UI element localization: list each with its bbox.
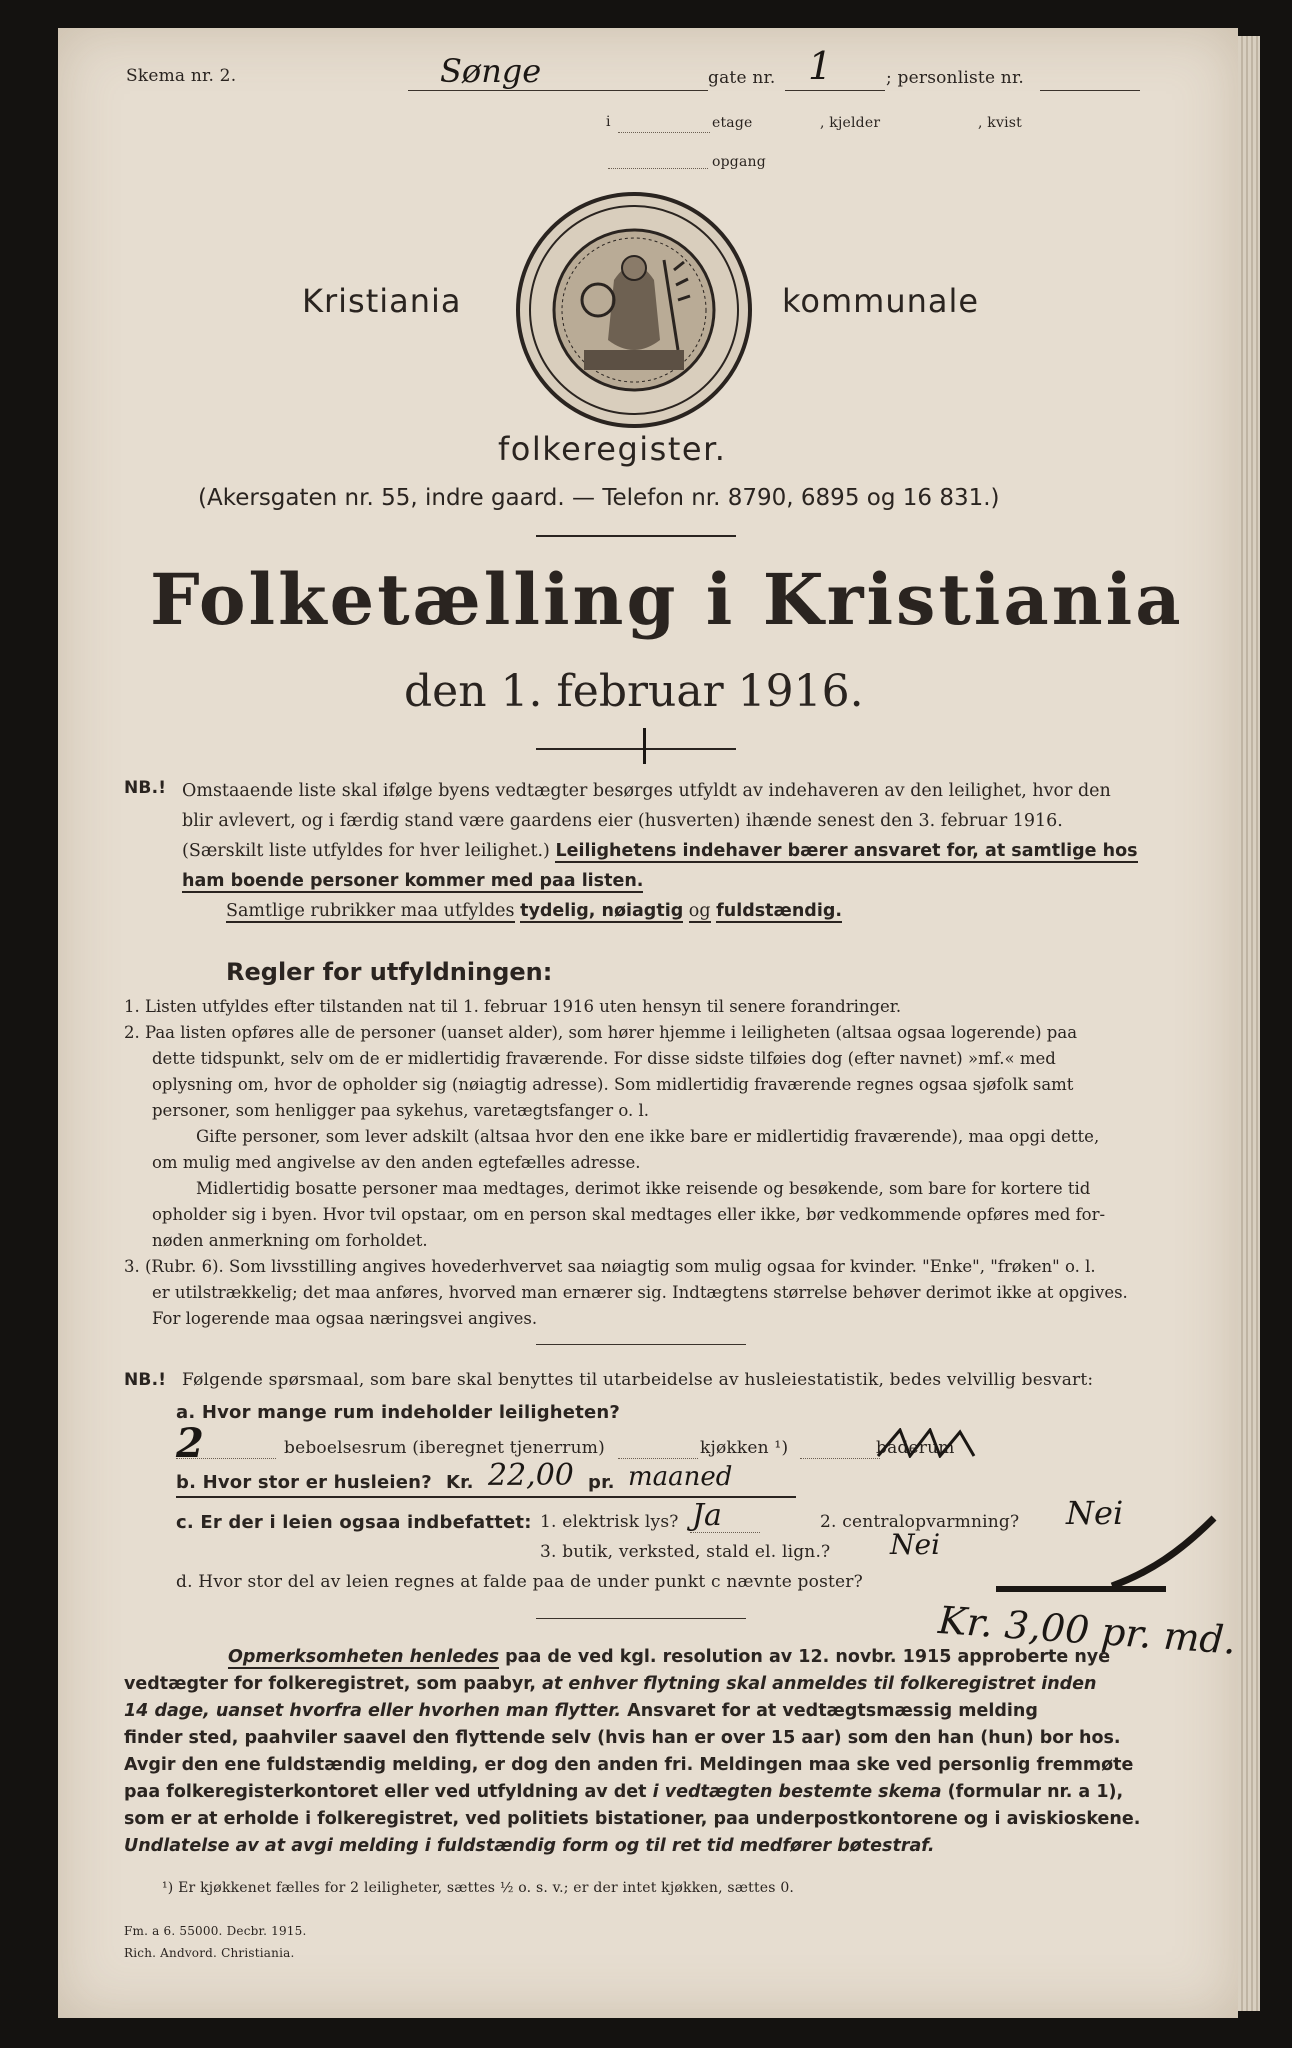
notice-line-2b: at enhver flytning skal anmeldes til folkeregistret inden — [542, 1674, 1097, 1694]
opgang-label: opgang — [712, 154, 766, 170]
nb1-line-1: Omstaaende liste skal ifølge byens vedtægter besørges utfyldt av indehaveren av den leilighet, hvor den — [182, 781, 1111, 801]
nb2-label: NB.! — [124, 1370, 167, 1390]
d-answer: Kr. 3,00 pr. md. — [936, 1598, 1238, 1663]
divider-2 — [536, 748, 736, 750]
notice-line-1-text: paa de ved kgl. resolution av 12. novbr. 1915 approberte nye — [505, 1647, 1111, 1667]
street-line — [408, 90, 708, 91]
notice-line-2 — [124, 1671, 1140, 1698]
imprint-line-1: Fm. a 6. 55000. Decbr. 1915. — [124, 1924, 307, 1938]
c1-answer: Ja — [692, 1498, 722, 1533]
notice-line-8: Undlatelse av at avgi melding i fuldstændig form og til ret tid medfører bøtestraf. — [124, 1836, 935, 1856]
c3-answer: Nei — [890, 1528, 941, 1561]
i-label: i — [606, 114, 611, 130]
nb1-line-5b: tydelig, nøiagtig — [520, 901, 684, 921]
street-name-handwritten: Sønge — [440, 52, 542, 90]
notice-text — [124, 1644, 1140, 1860]
rule-line-2: 2. Paa listen opføres alle de personer (uanset alder), som hører hjemme i leiligheten (altsaa ogsaa logerende) paa — [124, 1023, 1078, 1042]
rule-line-13: For logerende maa ogsaa næringsvei angives. — [152, 1309, 538, 1328]
nb1-line-5c: og — [688, 901, 711, 921]
schema-number: Skema nr. 2. — [126, 66, 237, 86]
rent-period: maaned — [628, 1462, 733, 1492]
main-title: Folketælling i Kristiania — [150, 558, 1184, 641]
c2-answer: Nei — [1066, 1494, 1124, 1532]
masthead-left: Kristiania — [302, 282, 462, 320]
nb1-line-4-text: ham boende personer kommer med paa listen. — [182, 871, 644, 891]
etage-label: etage — [712, 115, 753, 131]
bath-strike — [876, 1428, 976, 1458]
page-edge — [1238, 36, 1260, 2011]
answer-rooms: 2 — [176, 1420, 204, 1467]
rules-heading: Regler for utfyldningen: — [226, 958, 553, 986]
kitchen-line — [618, 1458, 698, 1459]
divider-1 — [536, 535, 736, 537]
kitchen-label: kjøkken ¹) — [700, 1438, 789, 1458]
c1-line — [690, 1532, 760, 1533]
rule-line-3: dette tidspunkt, selv om de er midlertidig fraværende. For disse sidste tilføies dog (efter navnet) »mf.« med — [152, 1049, 1056, 1068]
notice-line-6a: paa folkeregisterkontoret eller ved utfyldning av det — [124, 1782, 647, 1802]
nb1-line-4 — [182, 866, 1138, 896]
masthead-sub: folkeregister. — [498, 430, 727, 468]
rule-line-9: opholder sig i byen. Hvor tvil opstaar, om en person skal medtages eller ikke, bør vedkommende opføres med for- — [152, 1205, 1106, 1224]
rule-line-10: nøden anmerkning om forholdet. — [152, 1231, 428, 1250]
rule-line-6: Gifte personer, som lever adskilt (altsaa hvor den ene ikke bare er midlertidig fraværende), maa opgi dette, — [196, 1127, 1100, 1146]
imprint-line-2: Rich. Andvord. Christiania. — [124, 1946, 295, 1960]
notice-line-7: som er at erholde i folkeregistret, ved politiets bistationer, paa underpostkontorene og i aviskioskene. — [124, 1809, 1141, 1829]
nb1-line-3a: (Særskilt liste utfyldes for hver leilighet.) — [182, 841, 550, 861]
rules-list — [124, 994, 1128, 1332]
nb1-line-5d: fuldstændig. — [716, 901, 843, 921]
notice-line-6 — [124, 1779, 1140, 1806]
rule-line-7: om mulig med angivelse av den anden egtefælles adresse. — [152, 1153, 641, 1172]
strike-icon — [1110, 1512, 1220, 1592]
divider-3 — [536, 1344, 746, 1345]
office-address: (Akersgaten nr. 55, indre gaard. — Telefon nr. 8790, 6895 og 16 831.) — [198, 485, 1000, 511]
notice-lead: Opmerksomheten henledes — [228, 1647, 500, 1667]
rent-pr: pr. — [588, 1472, 615, 1493]
etage-line — [618, 132, 710, 133]
question-b: b. Hvor stor er husleien? — [176, 1472, 432, 1493]
city-seal — [514, 190, 754, 430]
notice-line-2a: vedtægter for folkeregistret, som paabyr, — [124, 1674, 536, 1694]
opgang-line — [608, 168, 708, 169]
nb1-line-2: blir avlevert, og i færdig stand være gaardens eier (husverten) ihænde senest den 3. februar 1916. — [182, 811, 1063, 831]
c2-label: 2. centralopvarmning? — [820, 1512, 1020, 1532]
kvist-label: , kvist — [978, 115, 1022, 131]
nb1-text — [182, 776, 1138, 926]
title-date: den 1. februar 1916. — [404, 666, 864, 717]
personliste-label: ; personliste nr. — [886, 68, 1025, 88]
footnote: ¹) Er kjøkkenet fælles for 2 leiligheter, sættes ½ o. s. v.; er der intet kjøkken, sættes 0. — [162, 1880, 795, 1896]
rule-line-4: oplysning om, hvor de opholder sig (nøiagtig adresse). Som midlertidig fraværende regnes ogsaa sjøfolk samt — [152, 1075, 1074, 1094]
nb1-line-5a: Samtlige rubrikker maa utfyldes — [226, 901, 515, 921]
notice-line-4: finder sted, paahviler saavel den flyttende selv (hvis han er over 15 aar) som den han (hun) bor hos. — [124, 1728, 1121, 1748]
question-d: d. Hvor stor del av leien regnes at falde paa de under punkt c nævnte poster? — [176, 1572, 863, 1592]
bath-line — [800, 1458, 880, 1459]
rule-line-5: personer, som henligger paa sykehus, varetægtsfanger o. l. — [152, 1101, 649, 1120]
masthead-right: kommunale — [782, 282, 980, 320]
notice-line-3 — [124, 1698, 1140, 1725]
notice-line-3a: 14 dage, uanset hvorfra eller hvorhen man flytter. — [124, 1701, 622, 1721]
notice-line-1 — [124, 1644, 1140, 1671]
notice-line-5: Avgir den ene fuldstændig melding, er dog den anden fri. Meldingen maa ske ved personlig fremmøte — [124, 1755, 1134, 1775]
d-strike — [996, 1586, 1166, 1592]
nb2-intro: Følgende spørsmaal, som bare skal benyttes til utarbeidelse av husleiestatistik, bedes velvillig besvart: — [182, 1370, 1094, 1390]
notice-line-3b: Ansvaret for at vedtægtsmæssig melding — [627, 1701, 1038, 1721]
c2-strike — [1110, 1512, 1220, 1592]
rent-kr: Kr. — [446, 1472, 474, 1493]
rooms-label: beboelsesrum (iberegnet tjenerrum) — [284, 1438, 605, 1458]
bath-label: baderum — [876, 1438, 955, 1458]
gate-nr-value: 1 — [808, 44, 833, 88]
divider-4 — [536, 1618, 746, 1619]
gate-nr-line — [785, 90, 885, 91]
personliste-line — [1040, 90, 1140, 91]
rule-line-12: er utilstrækkelig; det maa anføres, hvorved man ernærer sig. Indtægtens størrelse behøver derimot ikke at opgives. — [152, 1283, 1128, 1302]
nb1-line-3b: Leilighetens indehaver bærer ansvaret for, at samtlige hos — [555, 841, 1138, 861]
rent-amount: 22,00 — [488, 1458, 574, 1493]
notice-line-6c: (formular nr. a 1), — [947, 1782, 1124, 1802]
c1-label: 1. elektrisk lys? — [540, 1512, 679, 1532]
rooms-line — [176, 1458, 276, 1459]
nb1-label: NB.! — [124, 778, 167, 798]
question-c: c. Er der i leien ogsaa indbefattet: — [176, 1512, 532, 1533]
gate-nr-label: gate nr. — [708, 68, 776, 88]
kjelder-label: , kjelder — [820, 115, 881, 131]
rule-line-8: Midlertidig bosatte personer maa medtages, derimot ikke reisende og besøkende, som bare for kortere tid — [196, 1179, 1091, 1198]
strike-icon — [876, 1428, 976, 1458]
question-a: a. Hvor mange rum indeholder leiligheten? — [176, 1402, 621, 1423]
nb1-line-5 — [182, 896, 1138, 926]
rule-line-1: 1. Listen utfyldes efter tilstanden nat til 1. februar 1916 uten hensyn til senere forandringer. — [124, 997, 902, 1016]
c3-label: 3. butik, verksted, stald el. lign.? — [540, 1542, 831, 1562]
city-seal-icon — [514, 190, 754, 430]
notice-line-6b: i vedtægten bestemte skema — [652, 1782, 942, 1802]
nb1-line-3 — [182, 836, 1138, 866]
ink-mark — [643, 728, 646, 764]
rule-line-11: 3. (Rubr. 6). Som livsstilling angives hovederhvervet saa nøiagtig som mulig ogsaa for kvinder. "Enke", "frøken" o. l. — [124, 1257, 1096, 1276]
